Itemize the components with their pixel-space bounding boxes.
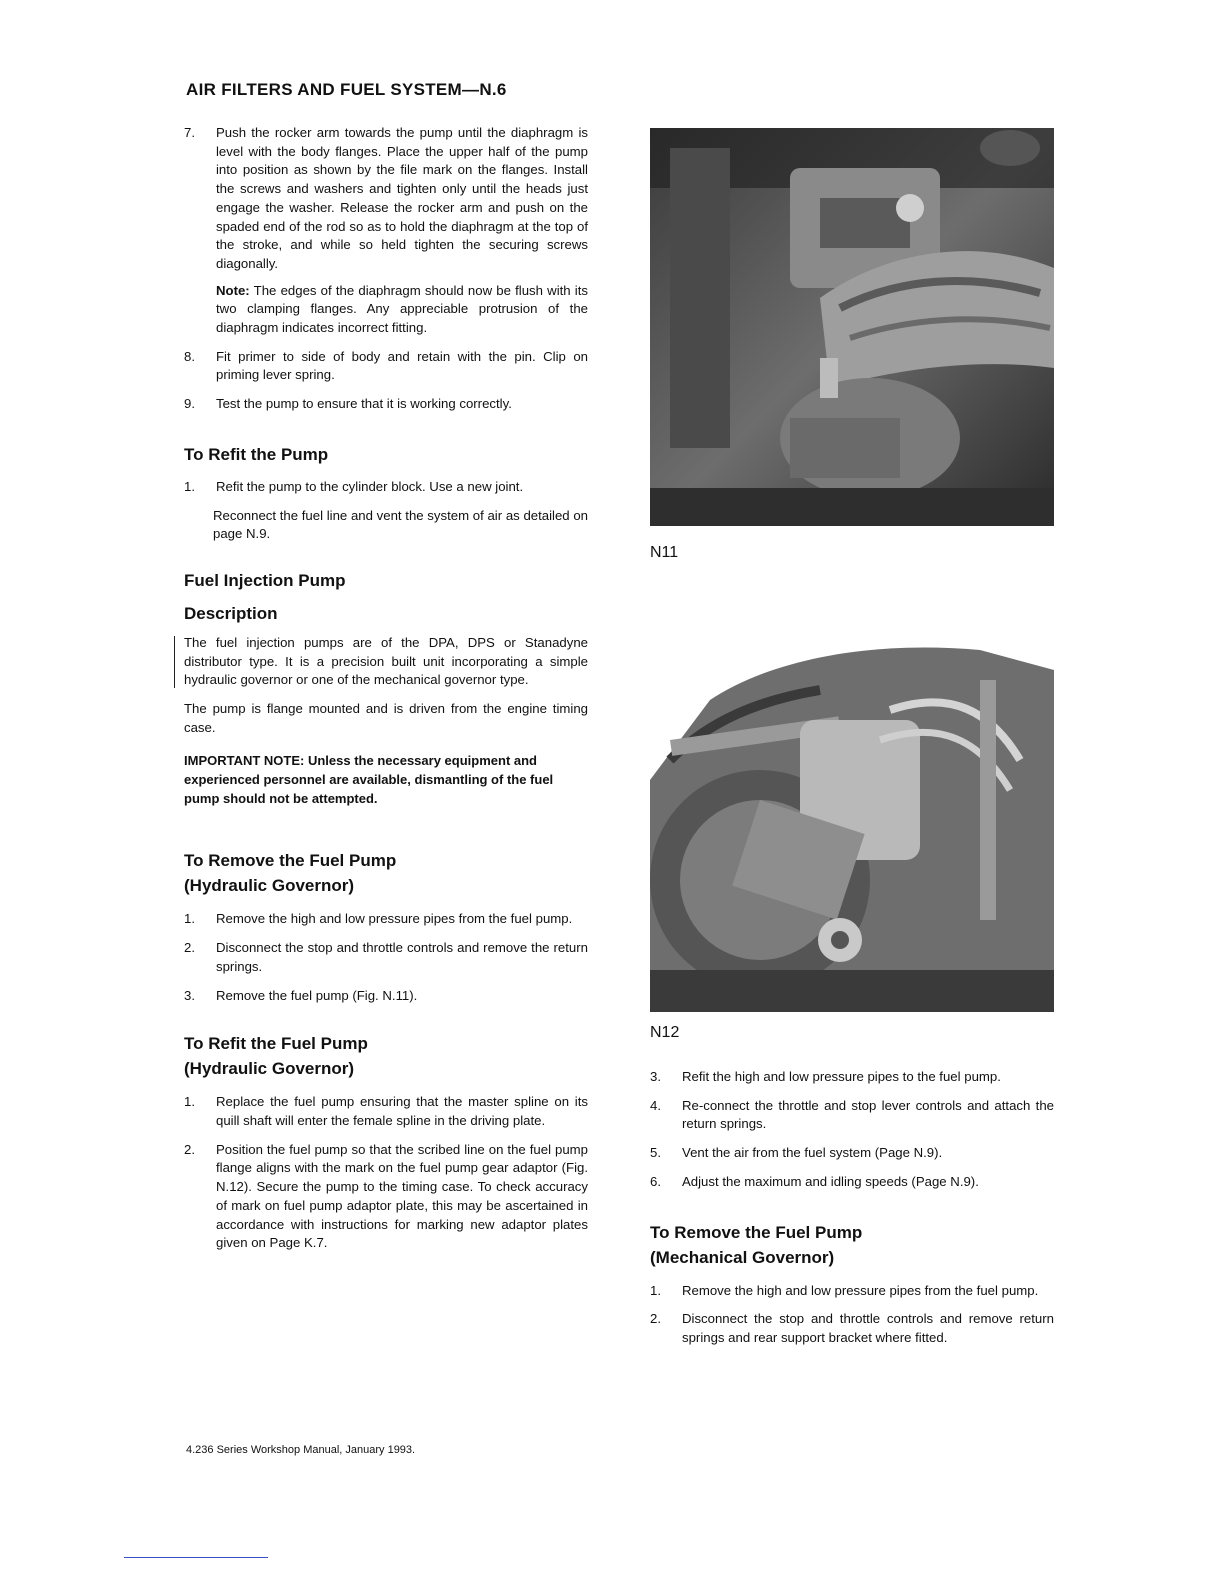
section-heading-remove-mechanical [650, 1220, 1054, 1270]
item-number: 7. [184, 125, 195, 140]
page-footer: 4.236 Series Workshop Manual, January 1993. [186, 1444, 416, 1456]
note-text: The edges of the diaphragm should now be flush with its two clamping flanges. Any appreciable protrusion of the diaphragm indicates incorrect fitting. [216, 282, 588, 336]
item-text: Remove the high and low pressure pipes from the fuel pump. [216, 911, 573, 927]
item-number: 2. [184, 940, 195, 956]
heading-line: (Hydraulic Governor) [184, 1059, 355, 1079]
item-text: Test the pump to ensure that it is working correctly. [216, 396, 512, 412]
important-note: IMPORTANT NOTE: Unless the necessary equipment and experienced personnel are available, dismantling of the fuel pump should not be attempted. [184, 753, 554, 807]
item-number: 3. [184, 987, 195, 1003]
fuel-injection-pump-photo-icon [650, 600, 1054, 1012]
item-text: Position the fuel pump so that the scribed line on the fuel pump flange aligns with the mark on the fuel pump gear adaptor (Fig. N.12). Secure the pump to the timing case. To check accuracy of mark on fuel pump adaptor plate, this may be ascertained in accordance with instructions for marking new adaptor plates given on Page K.7. [216, 1141, 588, 1251]
item-text: Replace the fuel pump ensuring that the master spline on its quill shaft will enter the female spline in the driving plate. [216, 1094, 588, 1128]
item-text: Fit primer to side of body and retain with the pin. Clip on priming lever spring. [216, 348, 588, 383]
figure-n11-photo [650, 128, 1054, 526]
fuel-lift-pump-photo-icon [650, 128, 1054, 526]
heading-line: To Remove the Fuel Pump [184, 851, 397, 871]
section-heading-refit-pump: To Refit the Pump [184, 444, 329, 464]
list-item [184, 987, 588, 1006]
item-number: 1. [184, 478, 195, 494]
list-item [184, 124, 588, 274]
list-item [650, 1282, 1054, 1301]
page-title: AIR FILTERS AND FUEL SYSTEM—N.6 [186, 80, 507, 99]
list-item [650, 1068, 1054, 1087]
figure-n11-caption: N11 [650, 544, 679, 561]
list-item [184, 478, 588, 497]
item-text: Disconnect the stop and throttle controls and remove the return springs. [216, 940, 588, 974]
footer-divider [124, 1557, 268, 1558]
heading-line: (Mechanical Governor) [650, 1247, 835, 1267]
paragraph: Reconnect the fuel line and vent the system of air as detailed on page N.9. [213, 507, 588, 542]
item-number: 8. [184, 348, 195, 364]
note-label: Note: [216, 282, 250, 298]
description-paragraph: The fuel injection pumps are of the DPA, DPS or Stanadyne distributor type. It is a precision built unit incorporating a simple hydraulic governor or one of the mechanical governor type. [184, 634, 588, 690]
item-number: 1. [650, 1282, 661, 1298]
subheading-description: Description [184, 603, 278, 623]
list-item [184, 395, 588, 414]
list-item [650, 1310, 1054, 1347]
item-text: Adjust the maximum and idling speeds (Page N.9). [682, 1173, 979, 1189]
item-text: Refit the pump to the cylinder block. Use a new joint. [216, 478, 524, 494]
item-number: 1. [184, 911, 195, 927]
section-heading-refit-hydraulic [184, 1031, 588, 1081]
item-text: Vent the air from the fuel system (Page N.9). [682, 1145, 943, 1161]
section-heading-remove-hydraulic [184, 848, 588, 898]
right-column [650, 1068, 1054, 1358]
note-paragraph [184, 282, 588, 338]
left-column [184, 124, 588, 1263]
figure-n12-photo [650, 600, 1054, 1012]
item-text: Remove the high and low pressure pipes from the fuel pump. [682, 1282, 1039, 1298]
item-text: Refit the high and low pressure pipes to the fuel pump. [682, 1069, 1001, 1084]
item-number: 2. [184, 1141, 195, 1157]
section-heading-fuel-injection-pump: Fuel Injection Pump [184, 570, 346, 590]
list-item [184, 1093, 588, 1130]
item-text: Remove the fuel pump (Fig. N.11). [216, 987, 418, 1003]
list-item [650, 1173, 1054, 1192]
figure-n12-caption: N12 [650, 1024, 680, 1041]
item-text: Disconnect the stop and throttle controls and remove return springs and rear support bracket where fitted. [682, 1311, 1054, 1345]
item-number: 3. [650, 1069, 661, 1084]
item-number: 6. [650, 1173, 661, 1189]
heading-line: To Remove the Fuel Pump [650, 1222, 863, 1242]
list-item [650, 1097, 1054, 1134]
list-item [184, 939, 588, 976]
list-item [650, 1144, 1054, 1163]
list-item [184, 1141, 588, 1253]
item-number: 9. [184, 396, 195, 412]
heading-line: To Refit the Fuel Pump [184, 1034, 368, 1054]
heading-line: (Hydraulic Governor) [184, 876, 355, 896]
paragraph: The pump is flange mounted and is driven from the engine timing case. [184, 701, 588, 735]
item-text: Push the rocker arm towards the pump until the diaphragm is level with the body flanges. Place the upper half of the pump into position as shown by the file mark on the flanges. Install the screws and washers and tighten only until the heads just engage the washer. Release the rocker arm and push on the spaded end of the rod so as to hold the diaphragm at the top of the stroke, and while so held tighten the securing screws diagonally. [216, 125, 588, 271]
item-number: 1. [184, 1094, 195, 1110]
item-text: Re-connect the throttle and stop lever controls and attach the return springs. [682, 1097, 1054, 1132]
list-item [184, 910, 588, 929]
item-number: 5. [650, 1145, 661, 1161]
item-number: 2. [650, 1311, 661, 1327]
list-item [184, 348, 588, 385]
item-number: 4. [650, 1097, 661, 1113]
